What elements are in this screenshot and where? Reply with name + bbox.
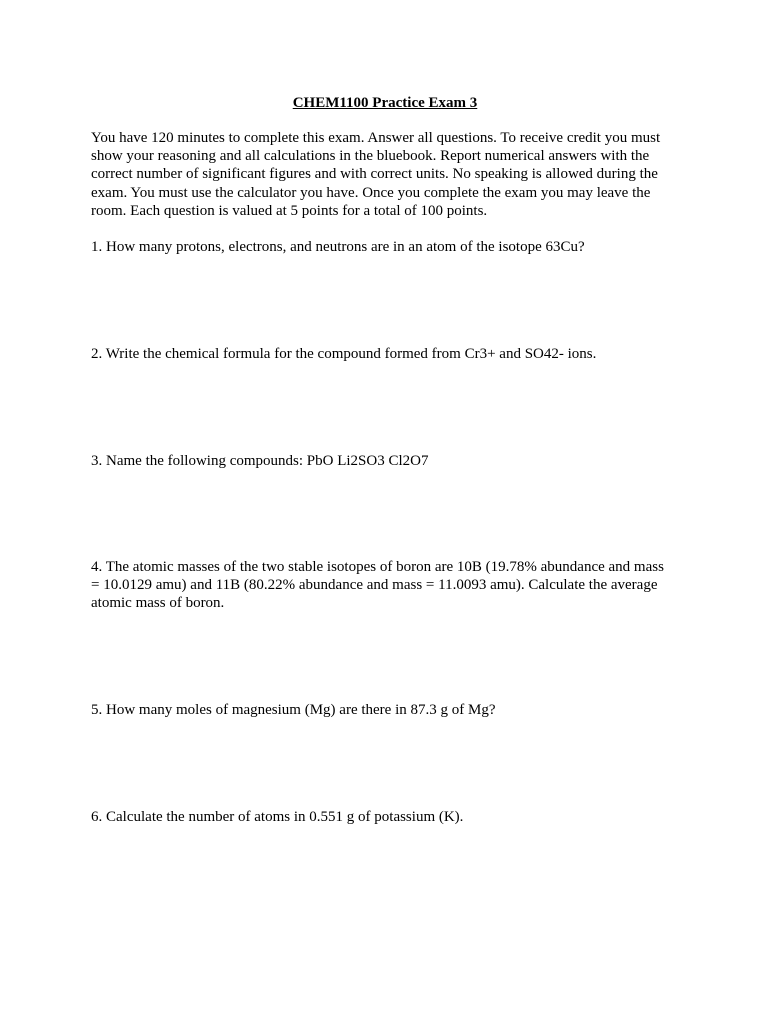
question-line: 6. Calculate the number of atoms in 0.551 g of potassium (K). [91,809,464,825]
question-line: 2. Write the chemical formula for the compound formed from Cr3+ and SO42- ions. [91,346,597,362]
question-line: 3. Name the following compounds: PbO Li2SO3 Cl2O7 [91,453,429,469]
instructions-line: correct number of significant figures and with correct units. No speaking is allowed during the [91,166,658,183]
instructions-line: exam. You must use the calculator you have. Once you complete the exam you may leave the [91,184,651,201]
question-1 [91,238,681,256]
question-3 [91,452,681,470]
question-line: = 10.0129 amu) and 11B (80.22% abundance and mass = 11.0093 amu). Calculate the average [91,577,658,594]
exam-title: CHEM1100 Practice Exam 3 [292,95,478,111]
instructions-line: show your reasoning and all calculations in the bluebook. Report numerical answers with the [91,148,650,165]
question-4 [91,558,681,613]
instructions-line: You have 120 minutes to complete this exam. Answer all questions. To receive credit you must [91,130,661,146]
question-2 [91,345,681,363]
question-line: atomic mass of boron. [91,595,225,612]
instructions-line: room. Each question is valued at 5 points for a total of 100 points. [91,202,488,219]
exam-instructions [91,129,691,220]
question-line: 5. How many moles of magnesium (Mg) are there in 87.3 g of Mg? [91,702,496,718]
question-line: 4. The atomic masses of the two stable isotopes of boron are 10B (19.78% abundance and mass [91,559,664,575]
question-6 [91,808,681,826]
question-line: 1. How many protons, electrons, and neutrons are in an atom of the isotope 63Cu? [91,239,585,255]
question-5 [91,701,681,719]
